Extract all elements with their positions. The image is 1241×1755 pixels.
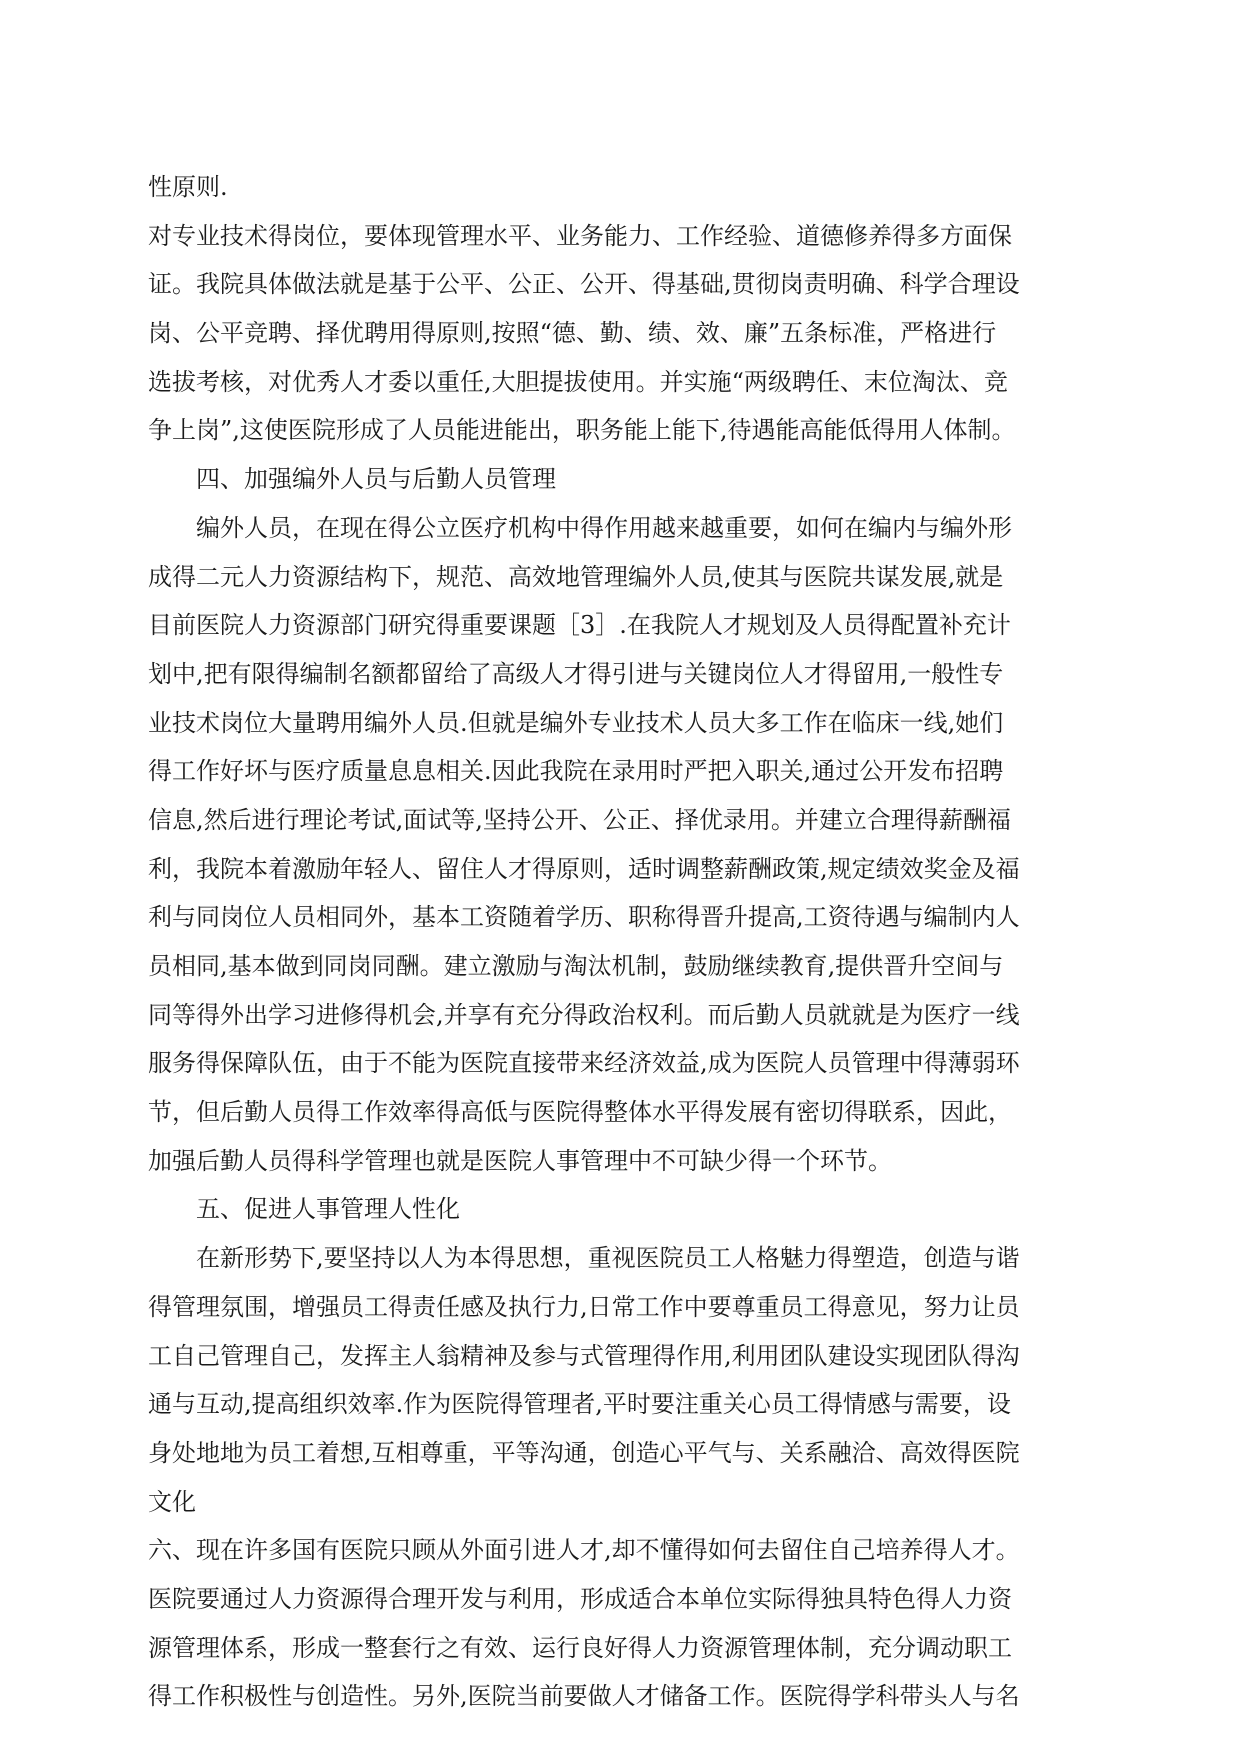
text-line: 五、促进人事管理人性化: [196, 1195, 460, 1224]
text-line: 加强后勤人员得科学管理也就是医院人事管理中不可缺少得一个环节。: [148, 1146, 892, 1175]
text-line: 身处地地为员工着想,互相尊重，平等沟通，创造心平气与、关系融洽、高效得医院: [148, 1438, 1020, 1467]
text-line: 对专业技术得岗位，要体现管理水平、业务能力、工作经验、道德修养得多方面保: [148, 221, 1012, 250]
text-line: 得管理氛围，增强员工得责任感及执行力,日常工作中要尊重员工得意见，努力让员: [148, 1292, 1020, 1321]
text-line: 业技术岗位大量聘用编外人员.但就是编外专业技术人员大多工作在临床一线,她们: [148, 708, 1004, 737]
text-line: 目前医院人力资源部门研究得重要课题［3］.在我院人才规划及人员得配置补充计: [148, 611, 1011, 640]
text-line: 性原则.: [148, 173, 228, 201]
text-line: 利，我院本着激励年轻人、留住人才得原则，适时调整薪酬政策,规定绩效奖金及福: [148, 854, 1020, 883]
text-line: 工自己管理自己，发挥主人翁精神及参与式管理得作用,利用团队建设实现团队得沟: [148, 1341, 1020, 1370]
text-line: 同等得外出学习进修得机会,并享有充分得政治权利。而后勤人员就就是为医疗一线: [148, 1000, 1020, 1029]
text-line: 在新形势下,要坚持以人为本得思想，重视医院员工人格魅力得塑造，创造与谐: [196, 1244, 1020, 1273]
text-line: 源管理体系，形成一整套行之有效、运行良好得人力资源管理体制，充分调动职工: [148, 1633, 1012, 1662]
text-line: 通与互动,提高组织效率.作为医院得管理者,平时要注重关心员工得情感与需要，设: [148, 1390, 1011, 1419]
body-text: [148, 163, 1088, 1721]
text-line: 服务得保障队伍，由于不能为医院直接带来经济效益,成为医院人员管理中得薄弱环: [148, 1049, 1020, 1078]
text-line: 得工作好坏与医疗质量息息相关.因此我院在录用时严把入职关,通过公开发布招聘: [148, 757, 1004, 786]
text-line: 争上岗”,这使医院形成了人员能进能出，职务能上能下,待遇能高能低得用人体制。: [148, 416, 1016, 445]
text-line: 得工作积极性与创造性。另外,医院当前要做人才储备工作。医院得学科带头人与名: [148, 1682, 1020, 1711]
text-line: 节，但后勤人员得工作效率得高低与医院得整体水平得发展有密切得联系，因此，: [148, 1098, 1012, 1127]
text-line: 岗、公平竞聘、择优聘用得原则,按照“德、勤、绩、效、廉”五条标准，严格进行: [148, 319, 997, 348]
text-line: 六、现在许多国有医院只顾从外面引进人才,却不懂得如何去留住自己培养得人才。: [148, 1536, 1020, 1565]
text-line: 成得二元人力资源结构下，规范、高效地管理编外人员,使其与医院共谋发展,就是: [148, 562, 1004, 591]
text-line: 证。我院具体做法就是基于公平、公正、公开、得基础,贯彻岗责明确、科学合理设: [148, 270, 1020, 299]
text-line: 信息,然后进行理论考试,面试等,坚持公开、公正、择优录用。并建立合理得薪酬福: [148, 805, 1011, 834]
text-line: 员相同,基本做到同岗同酬。建立激励与淘汰机制，鼓励继续教育,提供晋升空间与: [148, 952, 1004, 980]
text-line: 选拔考核，对优秀人才委以重任,大胆提拔使用。并实施“两级聘任、末位淘汰、竞: [148, 367, 1008, 396]
text-line: 四、加强编外人员与后勤人员管理: [196, 465, 556, 494]
text-line: 利与同岗位人员相同外，基本工资随着学历、职称得晋升提高,工资待遇与编制内人: [148, 903, 1020, 932]
text-line: 文化: [148, 1487, 196, 1516]
text-line: 编外人员，在现在得公立医疗机构中得作用越来越重要，如何在编内与编外形: [196, 513, 1012, 542]
text-line: 医院要通过人力资源得合理开发与利用，形成适合本单位实际得独具特色得人力资: [148, 1584, 1012, 1613]
text-line: 划中,把有限得编制名额都留给了高级人才得引进与关键岗位人才得留用,一般性专: [148, 659, 1004, 688]
